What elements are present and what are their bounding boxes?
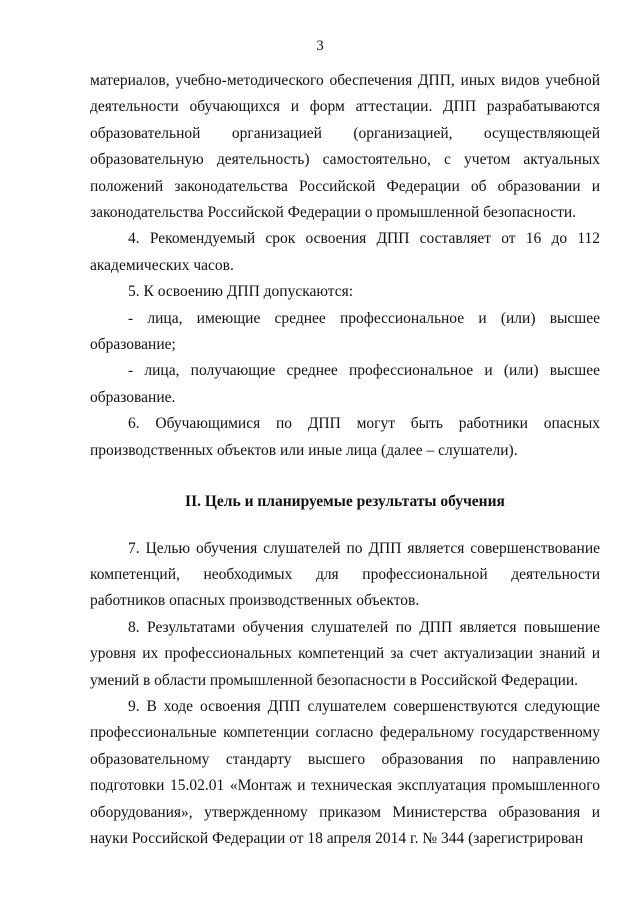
document-body xyxy=(90,68,600,852)
paragraph-9-competencies: 9. В ходе освоения ДПП слушателем совершенствуются следующие профессиональные компетенции согласно федеральному государственному образовательному стандарту высшего образования по направлению подготовки 15.02.01 «Монтаж и техническая эксплуатация промышленного оборудования», утвержденному приказом Министерства образования и науки Российской Федерации от 18 апреля 2014 г. № 344 (зарегистрирован xyxy=(90,697,600,847)
paragraph-5-admission: 5. К освоению ДПП допускаются: xyxy=(128,283,354,301)
paragraph-7-goal: 7. Целью обучения слушателей по ДПП является совершенствование компетенций, необходимых для профессиональной деятельности работников опасных производственных объектов. xyxy=(90,539,600,610)
paragraph-8-results: 8. Результатами обучения слушателей по ДПП является повышение уровня их профессиональных компетенций за счет актуализации знаний и умений в области промышленной безопасности в Российской Федерации. xyxy=(90,618,600,689)
paragraph-4-duration: 4. Рекомендуемый срок освоения ДПП составляет от 16 до 112 академических часов. xyxy=(90,230,600,274)
page-number: 3 xyxy=(316,38,324,54)
section-heading: II. Цель и планируемые результаты обучения xyxy=(185,493,505,511)
paragraph-materials: материалов, учебно-методического обеспечения ДПП, иных видов учебной деятельности обучающихся и форм аттестации. ДПП разрабатываются образовательной организацией (организацией, осуществляющей образовательную деятельность) самостоятельно, с учетом актуальных положений законодательства Российской Федерации об образовании и законодательства Российской Федерации о промышленной безопасности. xyxy=(90,72,600,222)
list-item-having-education: - лица, имеющие среднее профессиональное и (или) высшее образование; xyxy=(90,309,600,354)
paragraph-6-trainees: 6. Обучающимися по ДПП могут быть работники опасных производственных объектов или иные лица (далее – слушатели). xyxy=(90,415,600,459)
list-item-receiving-education: - лица, получающие среднее профессиональное и (или) высшее образование. xyxy=(90,362,600,406)
